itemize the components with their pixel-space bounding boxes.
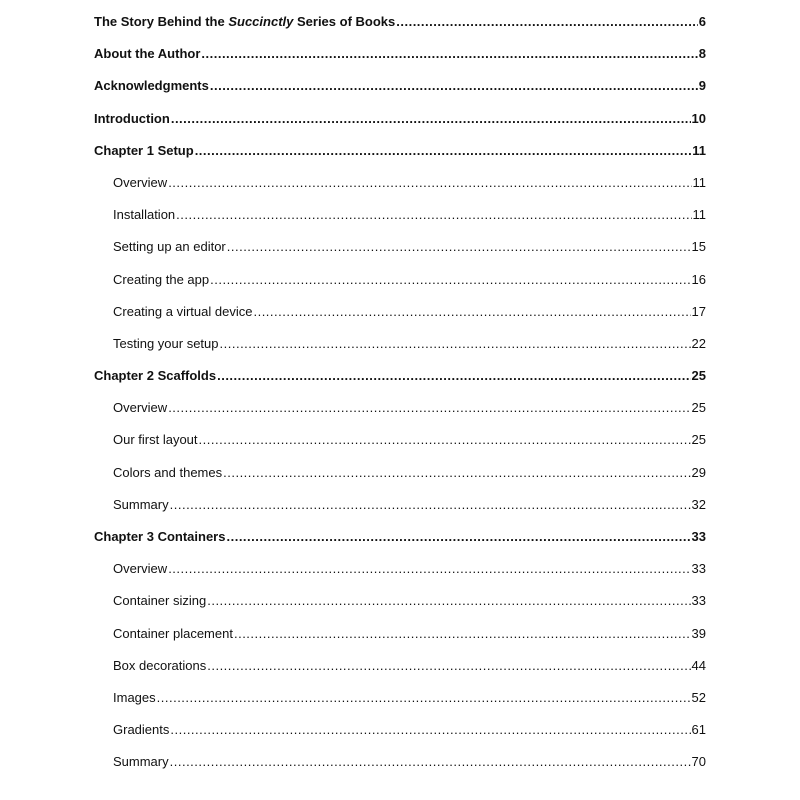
- toc-entry-title: Acknowledgments: [94, 78, 209, 94]
- toc-chapter-entry[interactable]: [94, 140, 706, 172]
- toc-section-entry[interactable]: [94, 751, 706, 783]
- dot-leader: [170, 494, 691, 516]
- toc-entry-page: 17: [691, 303, 706, 319]
- toc-section-entry[interactable]: [94, 462, 706, 494]
- table-of-contents: [94, 11, 706, 784]
- toc-entry-series-story[interactable]: [94, 11, 706, 43]
- toc-entry-title: Overview: [113, 400, 168, 416]
- dot-leader: [210, 269, 690, 291]
- toc-section-entry[interactable]: [94, 655, 706, 687]
- toc-entry-page: 61: [691, 722, 706, 738]
- toc-entry-title: Chapter 1 Setup: [94, 142, 194, 158]
- toc-section-entry[interactable]: [94, 494, 706, 526]
- dot-leader: [234, 623, 691, 645]
- dot-leader: [223, 462, 690, 484]
- toc-entry-title: Gradients: [113, 722, 170, 738]
- toc-section-entry[interactable]: [94, 172, 706, 204]
- toc-entry-title: The Story Behind the Succinctly Series of Books: [94, 14, 396, 29]
- dot-leader: [171, 108, 691, 130]
- dot-leader: [168, 397, 690, 419]
- toc-entry-page: 70: [691, 754, 706, 770]
- toc-entry-page: 32: [691, 496, 706, 512]
- dot-leader: [176, 204, 691, 226]
- series-name-italic: Succinctly: [228, 14, 294, 29]
- toc-entry-page: 9: [698, 78, 706, 94]
- toc-entry-page: 10: [691, 110, 706, 126]
- toc-entry-page: 22: [691, 335, 706, 351]
- toc-entry-page: 33: [691, 593, 706, 609]
- toc-entry-page: 29: [691, 464, 706, 480]
- toc-entry-page: 15: [691, 239, 706, 255]
- toc-section-entry[interactable]: [94, 687, 706, 719]
- toc-entry-page: 25: [691, 432, 706, 448]
- dot-leader: [207, 655, 690, 677]
- toc-entry-page: 33: [691, 561, 706, 577]
- toc-entry-page: 25: [691, 368, 706, 384]
- toc-entry-title: Creating the app: [113, 271, 210, 287]
- toc-entry-title: Box decorations: [113, 657, 207, 673]
- toc-entry-page: 44: [691, 657, 706, 673]
- toc-entry-page: 39: [691, 625, 706, 641]
- toc-chapter-entry[interactable]: [94, 43, 706, 75]
- dot-leader: [253, 301, 690, 323]
- toc-entry-title: About the Author: [94, 46, 201, 62]
- dot-leader: [170, 719, 690, 741]
- toc-section-entry[interactable]: [94, 590, 706, 622]
- toc-section-entry[interactable]: [94, 204, 706, 236]
- toc-entry-page: 33: [691, 529, 706, 544]
- dot-leader: [220, 333, 691, 355]
- toc-section-entry[interactable]: [94, 429, 706, 461]
- dot-leader: [170, 751, 691, 773]
- toc-entry-page: 6: [698, 14, 706, 29]
- toc-entry-title: Setting up an editor: [113, 239, 226, 255]
- toc-section-entry[interactable]: [94, 623, 706, 655]
- dot-leader: [396, 11, 698, 33]
- toc-section-entry[interactable]: [94, 301, 706, 333]
- toc-entry-title: Container sizing: [113, 593, 207, 609]
- dot-leader: [227, 236, 691, 258]
- toc-entry-page: 11: [692, 174, 706, 190]
- toc-section-entry[interactable]: [94, 719, 706, 751]
- toc-entry-title: Summary: [113, 496, 169, 512]
- toc-entry-page: 16: [691, 271, 706, 287]
- dot-leader: [157, 687, 691, 709]
- toc-entry-title: Overview: [113, 561, 168, 577]
- dot-leader: [199, 429, 691, 451]
- toc-entry-title: Testing your setup: [113, 335, 219, 351]
- toc-entry-title: Colors and themes: [113, 464, 223, 480]
- toc-entry-page: 25: [691, 400, 706, 416]
- dot-leader: [210, 75, 698, 97]
- dot-leader: [195, 140, 692, 162]
- toc-section-entry[interactable]: [94, 236, 706, 268]
- toc-section-entry[interactable]: [94, 397, 706, 429]
- toc-section-entry[interactable]: [94, 333, 706, 365]
- toc-entry-list: [94, 43, 706, 783]
- toc-entry-page: 8: [698, 46, 706, 62]
- toc-entry-page: 11: [692, 142, 706, 158]
- dot-leader: [201, 43, 697, 65]
- dot-leader: [168, 558, 690, 580]
- toc-entry-title: Introduction: [94, 110, 170, 126]
- dot-leader: [207, 590, 690, 612]
- toc-entry-title: Images: [113, 689, 156, 705]
- toc-entry-title: Summary: [113, 754, 169, 770]
- toc-entry-title: Container placement: [113, 625, 233, 641]
- toc-section-entry[interactable]: [94, 558, 706, 590]
- dot-leader: [168, 172, 691, 194]
- toc-chapter-entry[interactable]: [94, 526, 706, 558]
- toc-chapter-entry[interactable]: [94, 365, 706, 397]
- dot-leader: [217, 365, 690, 387]
- toc-chapter-entry[interactable]: [94, 108, 706, 140]
- toc-entry-title: Installation: [113, 207, 176, 223]
- toc-entry-title: Our first layout: [113, 432, 198, 448]
- toc-entry-title: Chapter 2 Scaffolds: [94, 368, 217, 384]
- toc-section-entry[interactable]: [94, 269, 706, 301]
- toc-entry-title: Overview: [113, 174, 168, 190]
- toc-entry-page: 11: [692, 207, 706, 223]
- toc-entry-title: Creating a virtual device: [113, 303, 253, 319]
- toc-entry-title: Chapter 3 Containers: [94, 529, 226, 544]
- toc-entry-page: 52: [691, 689, 706, 705]
- toc-chapter-entry[interactable]: [94, 75, 706, 107]
- dot-leader: [226, 526, 690, 548]
